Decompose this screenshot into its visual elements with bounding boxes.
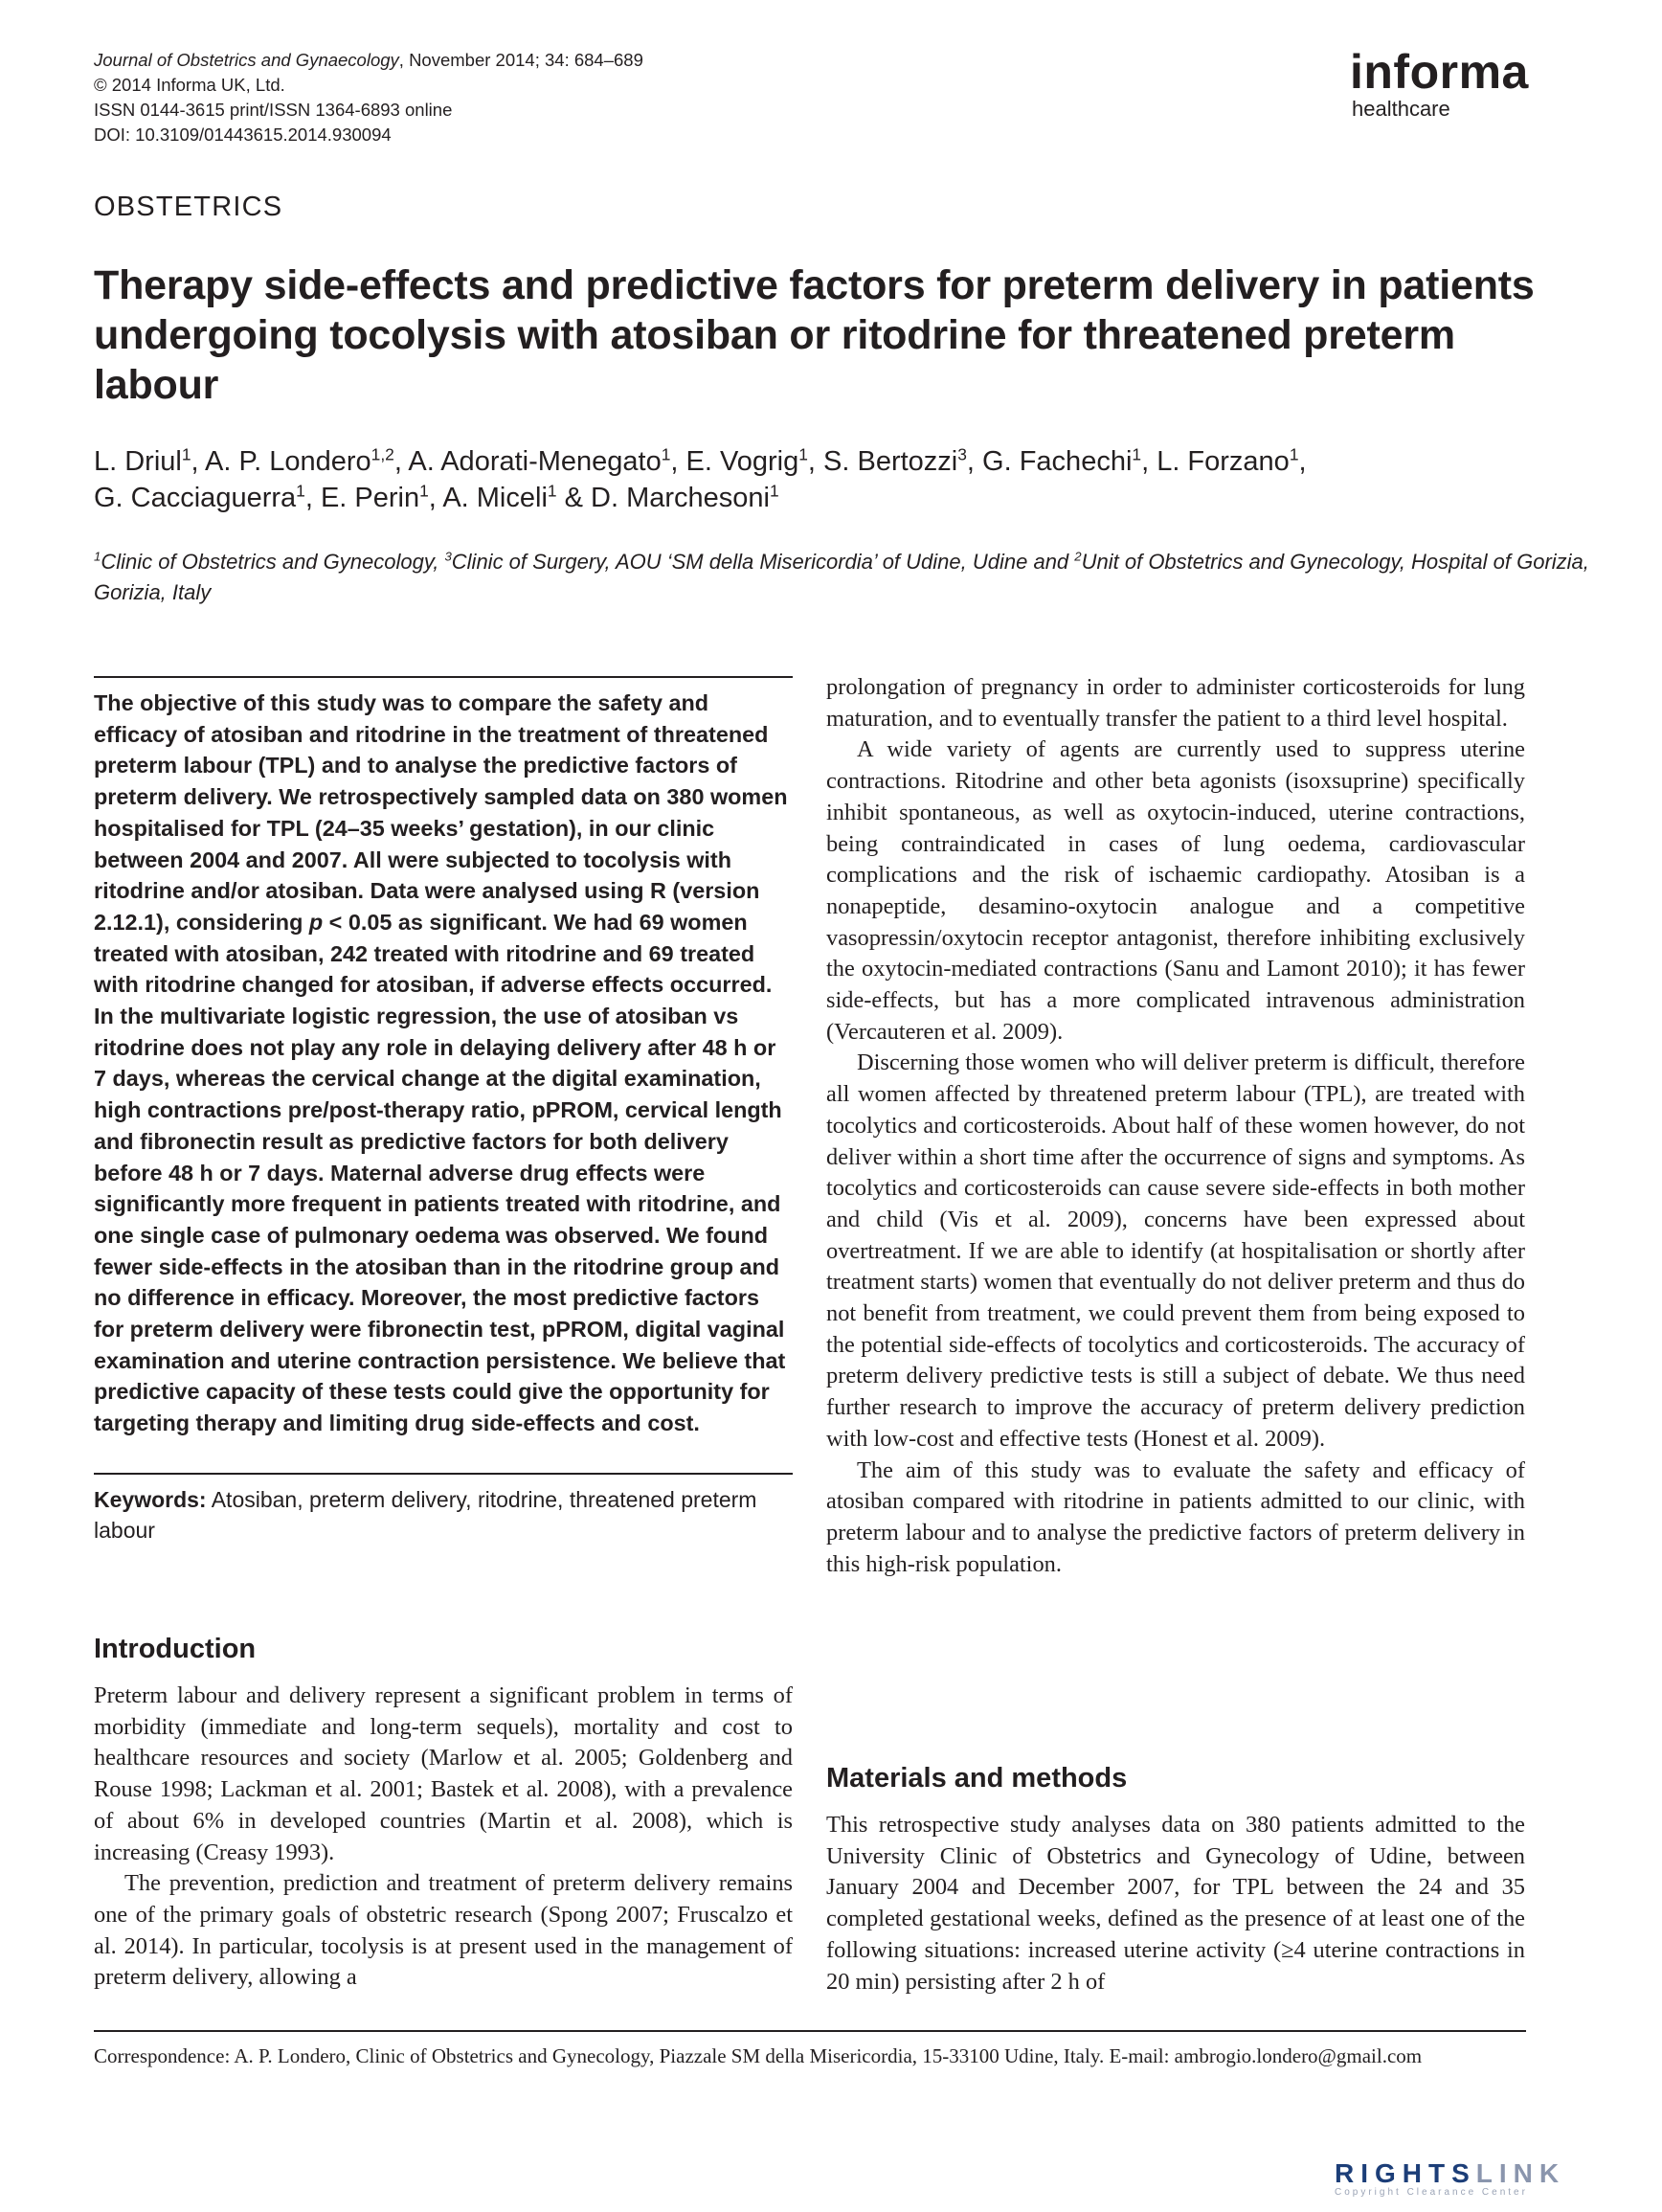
section-label: OBSTETRICS bbox=[94, 192, 283, 222]
author-affiliation-marker: 1,2 bbox=[371, 444, 394, 464]
keywords-text: Atosiban, preterm delivery, ritodrine, threatened preterm labour bbox=[94, 1487, 757, 1543]
author-affiliation-marker: 1 bbox=[547, 481, 557, 501]
author bbox=[408, 446, 670, 477]
publisher-brand: informa bbox=[1350, 45, 1529, 99]
author bbox=[442, 483, 556, 513]
author bbox=[94, 483, 305, 513]
introduction-paragraph: The prevention, prediction and treatment of preterm delivery remains one of the primary goals of obstetric research (Spong 2007; Fruscalzo et al. 2014). In particular, tocolysis is at present used in the management of preterm delivery, allowing a bbox=[94, 1870, 793, 1991]
author-name: E. Perin bbox=[320, 483, 420, 513]
keywords-label: Keywords: bbox=[94, 1487, 207, 1512]
journal-meta bbox=[94, 48, 955, 147]
author-name: L. Forzano bbox=[1157, 446, 1290, 477]
keywords bbox=[94, 1484, 793, 1546]
author-name: S. Bertozzi bbox=[823, 446, 958, 477]
abstract bbox=[94, 688, 793, 1439]
article-title: Therapy side-effects and predictive factors for preterm delivery in patients undergoing tocolysis with atosiban or ritodrine for threatened preterm labour bbox=[94, 262, 1535, 408]
author bbox=[321, 483, 429, 513]
introduction-body bbox=[94, 1681, 793, 1994]
author-name: D. Marchesoni bbox=[591, 483, 770, 513]
rightslink-logo bbox=[1335, 2158, 1622, 2198]
author-name: A. P. Londero bbox=[205, 446, 371, 477]
affiliation-3: Clinic of Surgery, AOU ‘SM della Misericordia’ of Udine, Udine and bbox=[451, 550, 1075, 574]
methods-body bbox=[826, 1810, 1525, 1998]
author bbox=[1157, 446, 1298, 477]
body-paragraph: A wide variety of agents are currently used to suppress uterine contractions. Ritodrine and other beta agonists (isoxsuprine) specifically inhibit spontaneous, as well as oxytocin-induced, uterine contractions, being contraindicated in cases of lung oedema, cardiovascular complications and the risk of ischaemic cardiopathy. Atosiban is a nonapeptide, desamino-oxytocin analogue and a competitive vasopressin/oxytocin receptor antagonist, therefore inhibiting exclusively the oxytocin-mediated contractions (Sanu and Lamont 2010); it has fewer side-effects, but has a more complicated intravenous administration (Vercauteren et al. 2009). bbox=[826, 736, 1525, 1045]
introduction-heading: Introduction bbox=[94, 1634, 257, 1664]
author bbox=[94, 446, 191, 477]
body-paragraph: Discerning those women who will deliver preterm is difficult, therefore all women affected by threatened preterm labour (TPL), are treated with tocolytics and corticosteroids. About half of these women however, do not deliver within a short time after the occurrence of signs and symptoms. As tocolytics and corticosteroids can cause severe side-effects in both mother and child (Vis et al. 2009), concerns have been expressed about overtreatment. If we are able to identify (at hospitalisation or shortly after treatment starts) women that eventually do not deliver preterm and thus do not benefit from treatment, we could prevent them from being exposed to the potential side-effects of tocolytics and corticosteroids. The accuracy of preterm delivery predictive tests is still a subject of debate. We thus need further research to improve the accuracy of preterm delivery prediction with low-cost and effective tests (Honest et al. 2009). bbox=[826, 1050, 1525, 1452]
publisher-sub: healthcare bbox=[1352, 97, 1450, 121]
rightslink-light: LINK bbox=[1475, 2158, 1566, 2188]
journal-name: Journal of Obstetrics and Gynaecology bbox=[94, 50, 399, 70]
rightslink-wordmark bbox=[1335, 2158, 1622, 2189]
journal-issue: , November 2014; 34: 684–689 bbox=[398, 50, 643, 70]
copyright: © 2014 Informa UK, Ltd. bbox=[94, 75, 285, 95]
body-paragraph: The aim of this study was to evaluate the safety and efficacy of atosiban compared with ritodrine in patients admitted to our clinic, with preterm labour and to analyse the predictive factors of preterm delivery in this high-risk population. bbox=[826, 1456, 1525, 1577]
affiliation-marker: 3 bbox=[444, 549, 452, 564]
author-affiliation-marker: 3 bbox=[957, 444, 967, 464]
doi: DOI: 10.3109/01443615.2014.930094 bbox=[94, 124, 392, 145]
author-affiliation-marker: 1 bbox=[181, 444, 191, 464]
affiliations bbox=[94, 547, 1606, 608]
affiliation-1: Clinic of Obstetrics and Gynecology, bbox=[101, 550, 445, 574]
abstract-bottom-rule bbox=[94, 1473, 793, 1475]
correspondence: Correspondence: A. P. Londero, Clinic of Obstetrics and Gynecology, Piazzale SM della Misericordia, 15-33100 Udine, Italy. E-mail: ambrogio.londero@gmail.com bbox=[94, 2044, 1423, 2067]
author-name: G. Fachechi bbox=[982, 446, 1133, 477]
abstract-top-rule bbox=[94, 676, 793, 678]
author-affiliation-marker: 1 bbox=[661, 444, 671, 464]
author-name: G. Cacciaguerra bbox=[94, 483, 297, 513]
methods-heading: Materials and methods bbox=[826, 1763, 1128, 1794]
author bbox=[982, 446, 1141, 477]
affiliation-marker: 2 bbox=[1074, 549, 1082, 564]
introduction-continued bbox=[826, 672, 1525, 1580]
author bbox=[205, 446, 394, 477]
author-name: A. Miceli bbox=[442, 483, 548, 513]
body-paragraph: prolongation of pregnancy in order to administer corticosteroids for lung maturation, and to eventually transfer the patient to a third level hospital. bbox=[826, 674, 1525, 732]
author-affiliation-marker: 1 bbox=[770, 481, 779, 501]
issn: ISSN 0144-3615 print/ISSN 1364-6893 online bbox=[94, 100, 453, 120]
author-affiliation-marker: 1 bbox=[1289, 444, 1299, 464]
affiliation-2: Unit of Obstetrics and Gynecology, Hospital of Gorizia, Gorizia, Italy bbox=[94, 550, 1589, 604]
rightslink-bold: RIGHTS bbox=[1335, 2158, 1476, 2188]
methods-paragraph: This retrospective study analyses data on 380 patients admitted to the University Clinic of Obstetrics and Gynecology of Udine, between January 2004 and December 2007, for TPL between the 24 and 35 completed gestational weeks, defined as the presence of at least one of the following situations: increased uterine activity (≥4 uterine contractions in 20 min) persisting after 2 h of bbox=[826, 1812, 1525, 1995]
author bbox=[591, 483, 779, 513]
footer-rule bbox=[94, 2030, 1526, 2032]
author bbox=[686, 446, 808, 477]
author-name: A. Adorati-Menegato bbox=[408, 446, 662, 477]
author bbox=[823, 446, 967, 477]
author-affiliation-marker: 1 bbox=[296, 481, 305, 501]
p-value-symbol: p bbox=[308, 909, 324, 935]
affiliation-marker: 1 bbox=[94, 549, 101, 564]
introduction-paragraph: Preterm labour and delivery represent a significant problem in terms of morbidity (immediate and long-term sequels), mortality and cost to healthcare resources and society (Marlow et al. 2005; Goldenberg and Rouse 1998; Lackman et al. 2001; Bastek et al. 2008), with a prevalence of about 6% in developed countries (Martin et al. 2008), which is increasing (Creasy 1993). bbox=[94, 1682, 793, 1865]
abstract-text-2: < 0.05 as significant. We had 69 women treated with atosiban, 242 treated with ritodrine and 69 treated with ritodrine changed for atosiban, if adverse effects occurred. In the multivariate logistic regression, the use of atosiban vs ritodrine does not play any role in delaying delivery after 48 h or 7 days, whereas the cervical change at the digital examination, high contractions pre/post-therapy ratio, pPROM, cervical length and fibronectin result as predictive factors for both delivery before 48 h or 7 days. Maternal adverse drug effects were significantly more frequent in patients treated with ritodrine, and one single case of pulmonary oedema was observed. We found fewer side-effects in the atosiban than in the ritodrine group and no difference in efficacy. Moreover, the most predictive factors for preterm delivery were fibronectin test, pPROM, digital vaginal examination and uterine contraction persistence. We believe that predictive capacity of these tests could give the opportunity for targeting therapy and limiting drug side-effects and cost. bbox=[94, 909, 786, 1436]
author-affiliation-marker: 1 bbox=[419, 481, 429, 501]
author-name: L. Driul bbox=[94, 446, 182, 477]
rightslink-subtitle: Copyright Clearance Center bbox=[1335, 2187, 1528, 2198]
journal-citation bbox=[94, 48, 955, 73]
author-list: L. Driul$^1$, A. P. Londero$^{1,2}$, A. Adorati-Menegato$^1$, E. Vogrig$^1$, S. Bertozzi$^3$, G. Fachechi$^1$, L. Forzano$^1$, G. Cacciaguerra$^1$, E. Perin$^1$, A. Miceli$^1$ & D. Marchesoni$^1$ bbox=[94, 444, 1307, 513]
publisher-logo bbox=[1350, 46, 1589, 121]
author-affiliation-marker: 1 bbox=[798, 444, 808, 464]
author-affiliation-marker: 1 bbox=[1132, 444, 1142, 464]
author-name: E. Vogrig bbox=[685, 446, 799, 477]
abstract-text-1: The objective of this study was to compare the safety and efficacy of atosiban and ritodrine in the treatment of threatened preterm labour (TPL) and to analyse the predictive factors of preterm delivery. We retrospectively sampled data on 380 women hospitalised for TPL (24–35 weeks’ gestation), in our clinic between 2004 and 2007. All were subjected to tocolysis with ritodrine and/or atosiban. Data were analysed using R (version 2.12.1), considering bbox=[94, 690, 788, 935]
